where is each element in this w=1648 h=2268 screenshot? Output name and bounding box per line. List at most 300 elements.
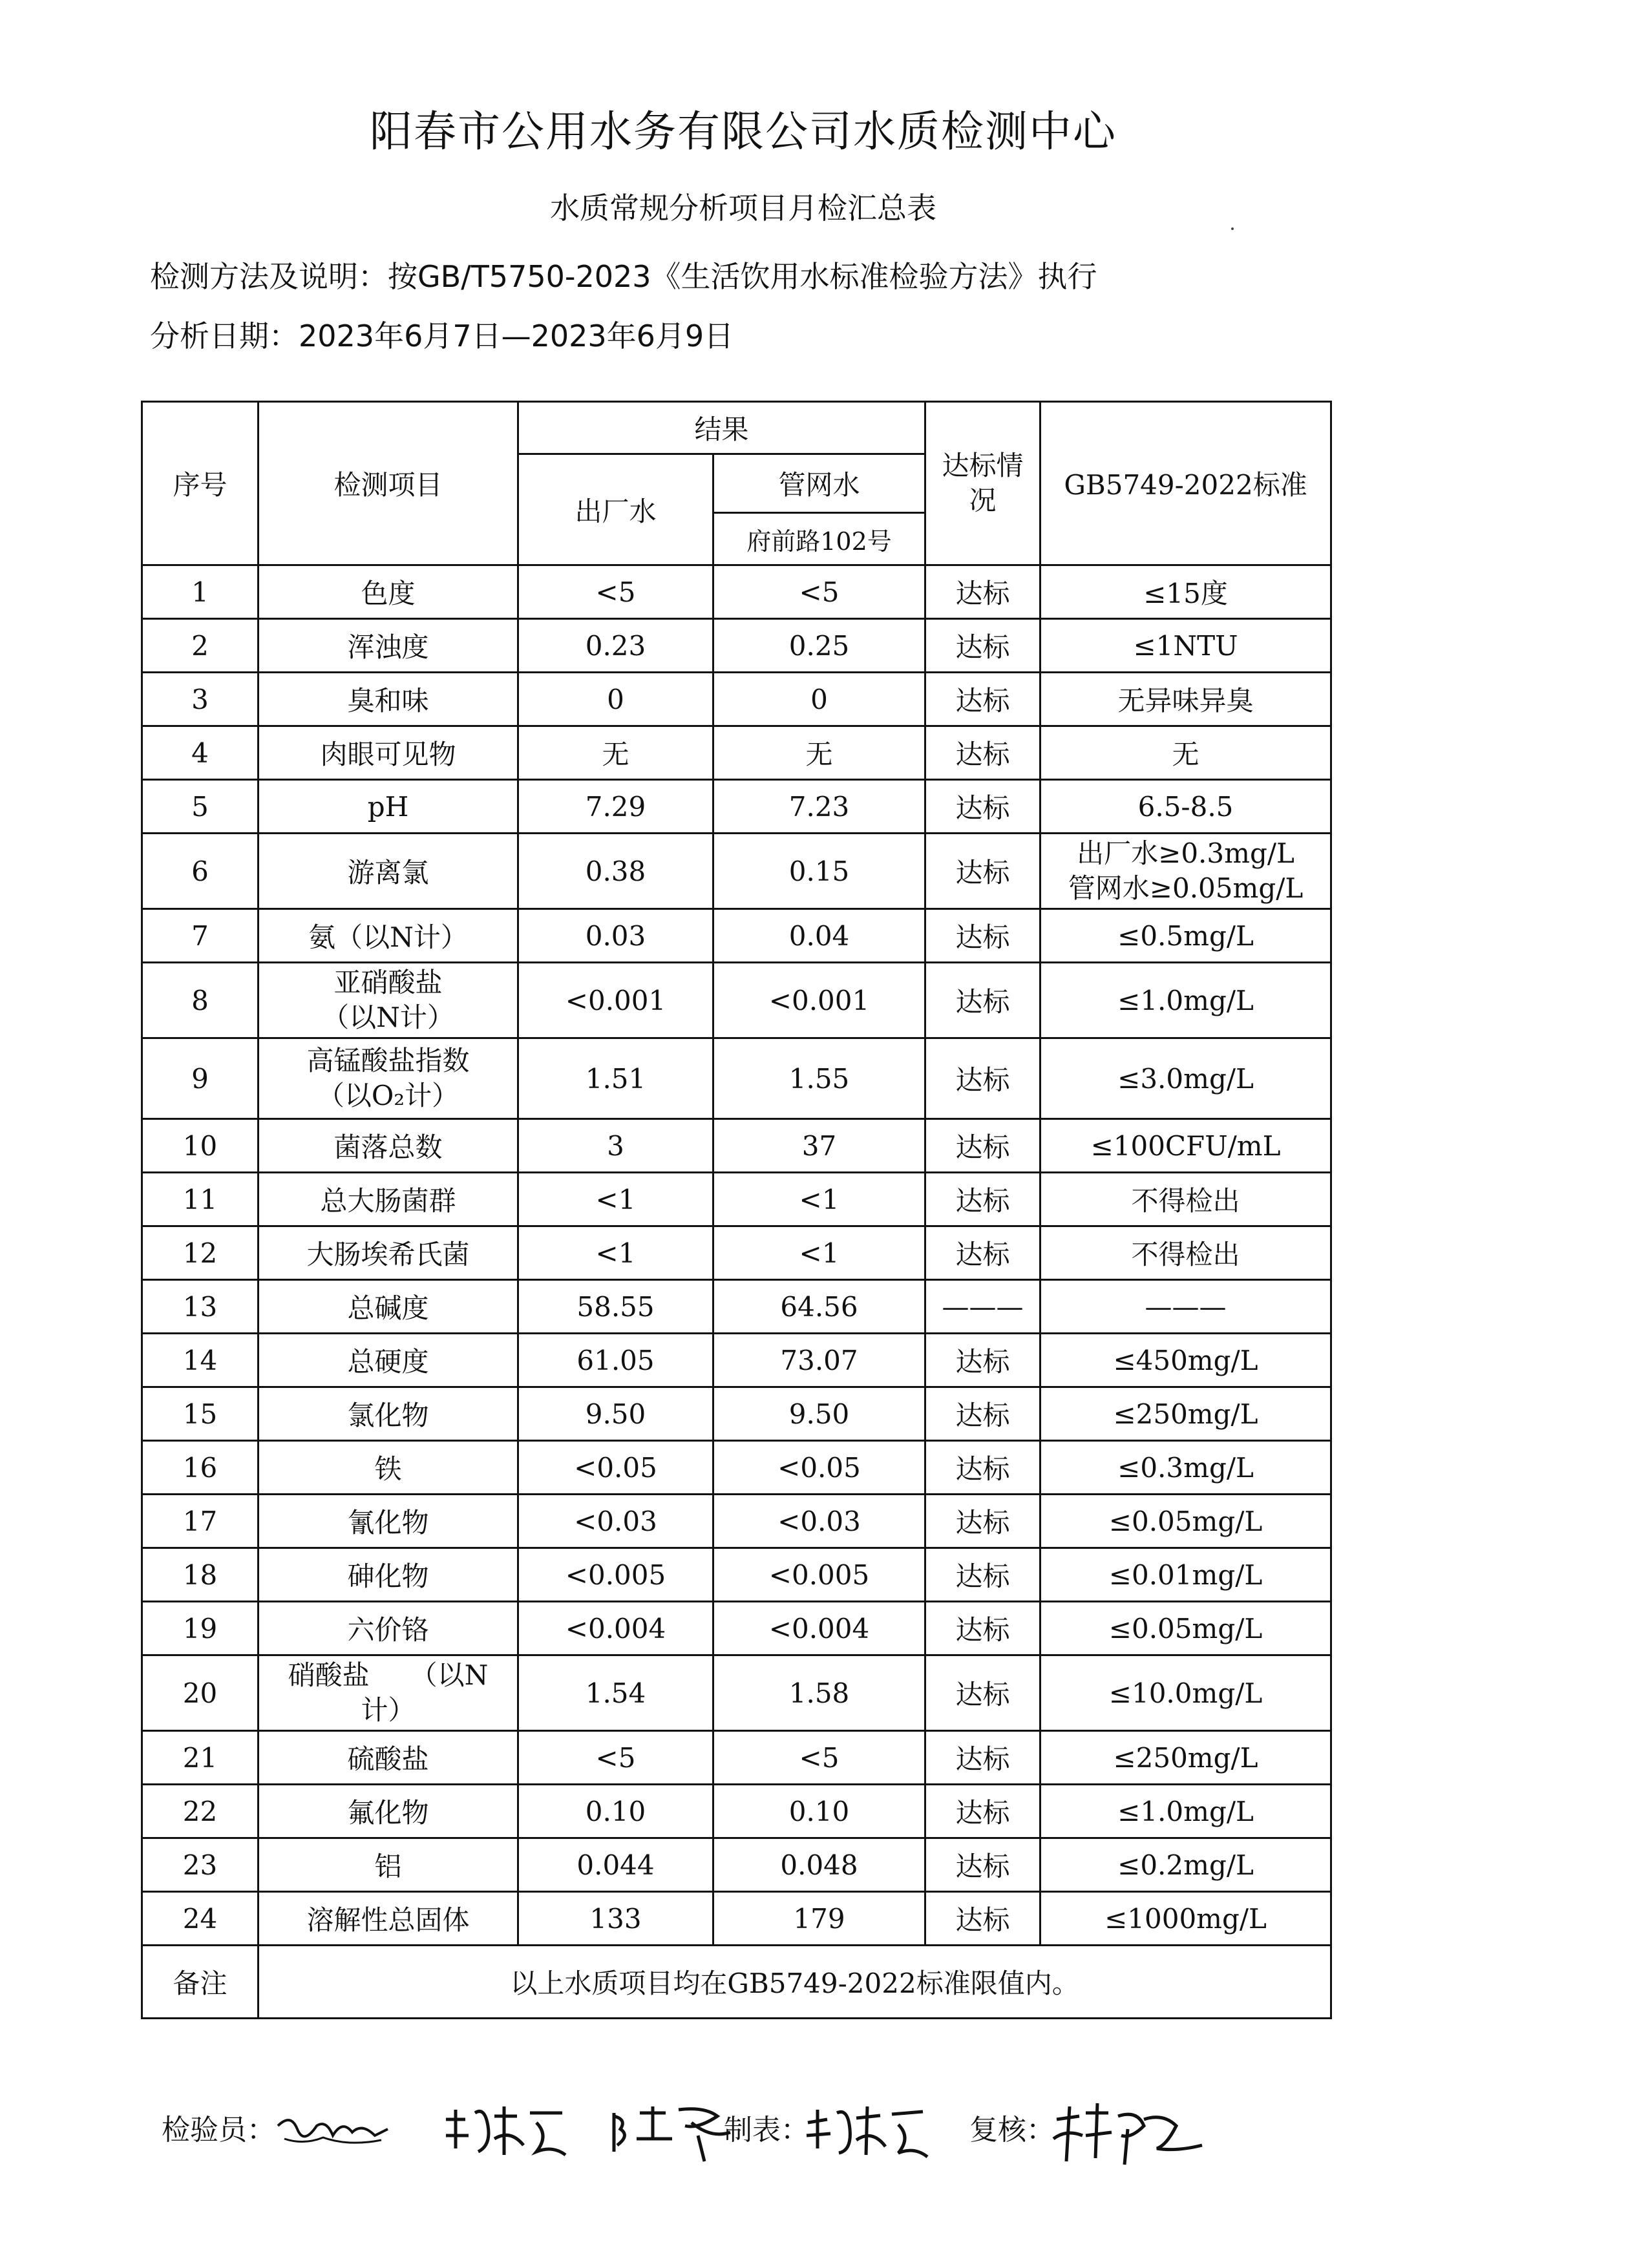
cell-item-text: （以N计） (322, 1002, 454, 1033)
cell-seq-text: 21 (182, 1741, 218, 1774)
cell-seq (142, 673, 259, 726)
cell-network-value (713, 780, 925, 834)
cell-item (259, 1226, 518, 1280)
cell-network-value (713, 565, 925, 619)
cell-seq (142, 1334, 259, 1387)
cell-network-value-text: 0.04 (788, 919, 850, 952)
cell-item-text: 溶解性总固体 (306, 1904, 470, 1936)
table-row (142, 1892, 1331, 1946)
cell-status-text: 达标 (955, 1679, 1010, 1710)
cell-seq (142, 780, 259, 834)
cell-network-value (713, 1838, 925, 1892)
cell-network-value (713, 909, 925, 963)
cell-plant-value (518, 726, 713, 780)
cell-item-text: 色度 (361, 578, 416, 609)
cell-standard-text: ≤1000mg/L (1104, 1902, 1267, 1935)
cell-standard-text: ≤100CFU/mL (1090, 1129, 1281, 1162)
cell-status-text: 达标 (955, 578, 1010, 609)
cell-status (925, 1441, 1041, 1495)
table-row (142, 780, 1331, 834)
table-row (142, 565, 1331, 619)
cell-plant-value-text: 0.044 (576, 1849, 655, 1881)
cell-seq-text: 6 (191, 855, 209, 887)
cell-standard-text: 无 (1172, 739, 1199, 770)
cell-network-value (713, 1173, 925, 1226)
cell-plant-value (518, 834, 713, 909)
table-row (142, 1655, 1331, 1731)
cell-status (925, 780, 1041, 834)
table-row (142, 619, 1331, 673)
cell-seq (142, 834, 259, 909)
cell-plant-value (518, 565, 713, 619)
cell-status (925, 1334, 1041, 1387)
cell-item (259, 1731, 518, 1785)
cell-standard-text: ≤3.0mg/L (1117, 1062, 1254, 1095)
signature-reviewer (1047, 2100, 1209, 2171)
signature-inspector-3 (607, 2100, 743, 2165)
header-network-site: 府前路102号 (713, 513, 925, 565)
cell-plant-value-text: 9.50 (585, 1398, 646, 1430)
table-row (142, 1731, 1331, 1785)
cell-plant-value-text: <5 (595, 576, 636, 608)
cell-item-text: 氟化物 (347, 1797, 429, 1829)
cell-seq (142, 1892, 259, 1946)
cell-seq-text: 15 (182, 1398, 218, 1430)
reviewer-label: 复核： (969, 2114, 1055, 2147)
cell-plant-value-text: 0.03 (585, 919, 646, 952)
cell-status (925, 1495, 1041, 1548)
cell-plant-value-text: <5 (595, 1741, 636, 1774)
cell-network-value-text: <1 (799, 1237, 840, 1269)
cell-status-text: 达标 (955, 1185, 1010, 1217)
cell-seq-text: 23 (182, 1849, 218, 1881)
cell-standard-text: ≤250mg/L (1113, 1398, 1258, 1430)
cell-status-text: 达标 (955, 1400, 1010, 1431)
cell-status (925, 1785, 1041, 1838)
cell-item (259, 834, 518, 909)
cell-standard (1041, 1892, 1331, 1946)
cell-status-text: 达标 (955, 857, 1010, 888)
cell-status (925, 565, 1041, 619)
cell-seq (142, 619, 259, 673)
cell-item-text: 菌落总数 (333, 1131, 443, 1163)
cell-status-text: 达标 (955, 1614, 1010, 1646)
cell-network-value-text: 64.56 (780, 1290, 858, 1323)
compiler-label: 制表： (724, 2114, 809, 2147)
cell-status (925, 726, 1041, 780)
cell-standard-text: ≤0.5mg/L (1117, 919, 1254, 952)
cell-standard-text: ≤0.05mg/L (1108, 1505, 1263, 1537)
cell-seq (142, 909, 259, 963)
cell-item (259, 1655, 518, 1731)
cell-plant-value (518, 1731, 713, 1785)
cell-seq (142, 1838, 259, 1892)
cell-status (925, 1655, 1041, 1731)
cell-seq (142, 1602, 259, 1655)
cell-standard-text: 无异味异臭 (1117, 685, 1254, 717)
cell-status (925, 1838, 1041, 1892)
cell-network-value-text: <0.03 (777, 1505, 861, 1537)
cell-network-value-text: <0.005 (768, 1559, 870, 1591)
handwritten-signature-icon (1047, 2100, 1209, 2171)
cell-network-value-text: 7.23 (788, 790, 850, 823)
header-network-water: 管网水 (713, 454, 925, 513)
cell-plant-value (518, 1785, 713, 1838)
cell-item (259, 565, 518, 619)
cell-item (259, 619, 518, 673)
cell-network-value (713, 673, 925, 726)
table-row (142, 673, 1331, 726)
cell-item (259, 1119, 518, 1173)
cell-status (925, 1119, 1041, 1173)
cell-status (925, 909, 1041, 963)
cell-network-value-text: <0.004 (768, 1612, 870, 1644)
cell-plant-value-text: <0.004 (565, 1612, 666, 1644)
cell-plant-value-text: 3 (607, 1129, 624, 1162)
handwritten-signature-icon (271, 2100, 394, 2158)
cell-item-text: 铁 (374, 1453, 402, 1485)
cell-network-value-text: <1 (799, 1183, 840, 1215)
cell-status-text: 达标 (955, 1851, 1010, 1882)
cell-standard (1041, 1226, 1331, 1280)
cell-standard (1041, 1655, 1331, 1731)
cell-item-text: 总硬度 (347, 1346, 429, 1378)
cell-seq (142, 726, 259, 780)
cell-seq (142, 963, 259, 1038)
cell-standard-text: 管网水≥0.05mg/L (1068, 872, 1304, 904)
table-row (142, 1495, 1331, 1548)
table-row (142, 909, 1331, 963)
cell-item (259, 1173, 518, 1226)
cell-status-text: 达标 (955, 739, 1010, 770)
document-title: 阳春市公用水务有限公司水质检测中心 (370, 107, 1117, 156)
cell-plant-value-text: 0.23 (585, 629, 646, 662)
cell-item-text: 砷化物 (347, 1560, 429, 1592)
method-description: 检测方法及说明：按GB/T5750-2023《生活饮用水标准检验方法》执行 (150, 259, 1097, 294)
cell-plant-value (518, 1280, 713, 1334)
table-row (142, 1038, 1331, 1119)
cell-item-text: 浑浊度 (347, 631, 429, 663)
cell-seq-text: 14 (182, 1344, 218, 1376)
table-body (142, 565, 1331, 1946)
cell-status-text: 达标 (955, 1131, 1010, 1163)
cell-standard (1041, 780, 1331, 834)
cell-standard-text: ≤1.0mg/L (1117, 1795, 1254, 1827)
cell-standard (1041, 1731, 1331, 1785)
cell-network-value (713, 1038, 925, 1119)
cell-network-value-text: 1.55 (788, 1062, 850, 1095)
cell-seq-text: 16 (182, 1451, 218, 1484)
table-row (142, 1441, 1331, 1495)
cell-status-text: 达标 (955, 1453, 1010, 1485)
cell-plant-value (518, 909, 713, 963)
cell-seq-text: 24 (182, 1902, 218, 1935)
cell-status-text: 达标 (955, 1797, 1010, 1829)
cell-item-text: （以O₂计） (317, 1080, 460, 1111)
table-row (142, 1838, 1331, 1892)
cell-item (259, 1280, 518, 1334)
cell-item (259, 1548, 518, 1602)
cell-status-text: 达标 (955, 921, 1010, 953)
cell-standard (1041, 726, 1331, 780)
cell-standard (1041, 565, 1331, 619)
table-row (142, 1280, 1331, 1334)
cell-item-text: 计） (361, 1694, 416, 1726)
cell-seq-text: 7 (191, 919, 209, 952)
header-result: 结果 (518, 402, 925, 454)
cell-seq (142, 1280, 259, 1334)
cell-status-text: 达标 (955, 1560, 1010, 1592)
cell-plant-value (518, 1602, 713, 1655)
cell-plant-value (518, 1226, 713, 1280)
table-row (142, 1173, 1331, 1226)
note-label: 备注 (142, 1946, 259, 2019)
cell-seq-text: 8 (191, 984, 209, 1016)
cell-plant-value-text: <0.03 (574, 1505, 657, 1537)
cell-item (259, 780, 518, 834)
cell-standard (1041, 619, 1331, 673)
cell-seq (142, 1495, 259, 1548)
cell-network-value (713, 1785, 925, 1838)
cell-seq-text: 1 (191, 576, 209, 608)
cell-plant-value (518, 1173, 713, 1226)
cell-item (259, 726, 518, 780)
cell-network-value (713, 1119, 925, 1173)
cell-seq-text: 5 (191, 790, 209, 823)
signature-footer (162, 2100, 1389, 2171)
cell-plant-value (518, 1548, 713, 1602)
cell-standard (1041, 1838, 1331, 1892)
cell-item (259, 1387, 518, 1441)
cell-standard-text: ——— (1145, 1290, 1227, 1323)
cell-network-value (713, 1387, 925, 1441)
cell-plant-value (518, 1441, 713, 1495)
signature-compiler (801, 2100, 931, 2165)
cell-standard (1041, 1602, 1331, 1655)
cell-item-text: 硫酸盐 (347, 1743, 429, 1775)
cell-seq-text: 9 (191, 1062, 209, 1095)
cell-network-value-text: 9.50 (788, 1398, 850, 1430)
cell-network-value (713, 1226, 925, 1280)
table-row (142, 1785, 1331, 1838)
cell-network-value-text: 0 (810, 683, 828, 715)
cell-plant-value-text: 无 (602, 739, 629, 770)
signature-inspector-1 (271, 2100, 394, 2158)
cell-plant-value-text: 133 (589, 1902, 642, 1935)
cell-seq-text: 20 (182, 1677, 218, 1709)
cell-standard (1041, 673, 1331, 726)
cell-item-text: 游离氯 (347, 857, 429, 888)
cell-network-value (713, 1602, 925, 1655)
table-row (142, 1334, 1331, 1387)
cell-plant-value-text: <0.005 (565, 1559, 666, 1591)
cell-seq-text: 13 (182, 1290, 218, 1323)
cell-plant-value (518, 1495, 713, 1548)
cell-plant-value (518, 1387, 713, 1441)
cell-item-text: 总碱度 (347, 1292, 429, 1324)
cell-standard-text: 不得检出 (1131, 1185, 1240, 1217)
document-subtitle: 水质常规分析项目月检汇总表 (550, 191, 936, 226)
cell-item-text: 高锰酸盐指数 (306, 1045, 470, 1076)
header-status: 达标情况 (925, 402, 1041, 565)
cell-standard-text: ≤0.3mg/L (1117, 1451, 1254, 1484)
cell-standard-text: ≤250mg/L (1113, 1741, 1258, 1774)
cell-network-value-text: <0.05 (777, 1451, 861, 1484)
cell-seq-text: 12 (182, 1237, 218, 1269)
cell-item-text: 硝酸盐 （以N (288, 1659, 489, 1691)
cell-status-text: 达标 (955, 986, 1010, 1018)
cell-standard-text: ≤1.0mg/L (1117, 984, 1254, 1016)
cell-standard (1041, 1548, 1331, 1602)
water-quality-table (141, 401, 1332, 2019)
table-row (142, 1602, 1331, 1655)
cell-standard-text: ≤10.0mg/L (1108, 1677, 1263, 1709)
cell-seq (142, 1038, 259, 1119)
cell-standard (1041, 1334, 1331, 1387)
cell-item (259, 673, 518, 726)
note-text: 以上水质项目均在GB5749-2022标准限值内。 (259, 1946, 1331, 2019)
cell-standard-text: ≤0.01mg/L (1108, 1559, 1263, 1591)
cell-network-value-text: <5 (799, 1741, 840, 1774)
cell-plant-value (518, 1038, 713, 1119)
cell-status (925, 1602, 1041, 1655)
cell-plant-value (518, 1655, 713, 1731)
cell-status (925, 1387, 1041, 1441)
cell-network-value-text: 0.048 (780, 1849, 858, 1881)
cell-network-value (713, 1334, 925, 1387)
cell-item (259, 1892, 518, 1946)
cell-item-text: 氰化物 (347, 1507, 429, 1538)
cell-network-value-text: 37 (801, 1129, 837, 1162)
cell-seq-text: 4 (191, 737, 209, 769)
handwritten-signature-icon (439, 2100, 575, 2165)
header-standard: GB5749-2022标准 (1041, 402, 1331, 565)
cell-status (925, 1038, 1041, 1119)
cell-standard (1041, 1387, 1331, 1441)
cell-network-value (713, 1280, 925, 1334)
cell-status-text: 达标 (955, 1064, 1010, 1096)
cell-status (925, 619, 1041, 673)
inspector-label: 检验员： (162, 2114, 275, 2147)
cell-item (259, 1838, 518, 1892)
cell-seq (142, 1785, 259, 1838)
cell-seq-text: 19 (182, 1612, 218, 1644)
cell-standard (1041, 1280, 1331, 1334)
cell-seq (142, 1226, 259, 1280)
cell-standard-text: ≤0.05mg/L (1108, 1612, 1263, 1644)
cell-network-value (713, 963, 925, 1038)
cell-status-text: 达标 (955, 1346, 1010, 1378)
cell-network-value-text: 0.10 (788, 1795, 850, 1827)
cell-item-text: 氨（以N计） (308, 921, 468, 953)
table-row (142, 1387, 1331, 1441)
cell-status-text: 达标 (955, 1239, 1010, 1270)
cell-seq (142, 1441, 259, 1495)
cell-standard (1041, 1785, 1331, 1838)
cell-plant-value (518, 673, 713, 726)
cell-status (925, 1548, 1041, 1602)
cell-network-value (713, 1548, 925, 1602)
cell-plant-value (518, 963, 713, 1038)
cell-item-text: 铝 (374, 1851, 402, 1882)
cell-seq-text: 22 (182, 1795, 218, 1827)
cell-seq-text: 3 (191, 683, 209, 715)
cell-plant-value (518, 1334, 713, 1387)
cell-standard-text: ≤0.2mg/L (1117, 1849, 1254, 1881)
cell-standard (1041, 963, 1331, 1038)
cell-network-value-text: 无 (805, 739, 833, 770)
cell-status (925, 1226, 1041, 1280)
cell-network-value-text: <5 (799, 576, 840, 608)
cell-item (259, 963, 518, 1038)
cell-status-text: 达标 (955, 1507, 1010, 1538)
cell-standard (1041, 1495, 1331, 1548)
handwritten-signature-icon (607, 2100, 743, 2165)
table-row (142, 1548, 1331, 1602)
cell-network-value-text: 73.07 (780, 1344, 858, 1376)
cell-status (925, 1280, 1041, 1334)
cell-status (925, 1173, 1041, 1226)
cell-plant-value-text: 58.55 (576, 1290, 655, 1323)
cell-seq-text: 10 (182, 1129, 218, 1162)
cell-seq (142, 1173, 259, 1226)
cell-standard (1041, 834, 1331, 909)
cell-standard-text: ≤15度 (1143, 578, 1228, 609)
analysis-date: 分析日期：2023年6月7日—2023年6月9日 (150, 319, 734, 353)
cell-plant-value-text: 1.51 (585, 1062, 646, 1095)
table-row (142, 834, 1331, 909)
cell-plant-value (518, 1119, 713, 1173)
cell-standard (1041, 1173, 1331, 1226)
cell-network-value-text: 0.25 (788, 629, 850, 662)
cell-status-text: 达标 (955, 1743, 1010, 1775)
cell-network-value-text: 1.58 (788, 1677, 850, 1709)
cell-item (259, 1785, 518, 1838)
cell-plant-value-text: <1 (595, 1183, 636, 1215)
cell-seq (142, 1655, 259, 1731)
cell-standard-text: 出厂水≥0.3mg/L (1077, 837, 1294, 869)
cell-seq-text: 11 (182, 1183, 218, 1215)
cell-item-text: 六价铬 (347, 1614, 429, 1646)
cell-plant-value-text: 0.10 (585, 1795, 646, 1827)
cell-network-value (713, 726, 925, 780)
cell-plant-value-text: <0.001 (565, 984, 666, 1016)
cell-item-text: 大肠埃希氏菌 (306, 1239, 470, 1270)
table-row (142, 726, 1331, 780)
cell-status-text: 达标 (955, 1904, 1010, 1936)
cell-status (925, 673, 1041, 726)
cell-plant-value-text: 0.38 (585, 855, 646, 887)
cell-status-text: 达标 (955, 631, 1010, 663)
cell-network-value-text: 0.15 (788, 855, 850, 887)
cell-seq (142, 1731, 259, 1785)
cell-seq-text: 2 (191, 629, 209, 662)
cell-item (259, 1602, 518, 1655)
cell-item-text: 臭和味 (347, 685, 429, 717)
cell-status (925, 1731, 1041, 1785)
cell-network-value-text: 179 (793, 1902, 845, 1935)
cell-network-value (713, 1655, 925, 1731)
cell-seq (142, 1119, 259, 1173)
cell-item-text: 氯化物 (347, 1400, 429, 1431)
cell-seq (142, 565, 259, 619)
cell-item-text: 亚硝酸盐 (333, 967, 443, 998)
cell-network-value (713, 1731, 925, 1785)
table-row (142, 1119, 1331, 1173)
cell-seq (142, 1548, 259, 1602)
cell-plant-value-text: <1 (595, 1237, 636, 1269)
cell-network-value (713, 1441, 925, 1495)
